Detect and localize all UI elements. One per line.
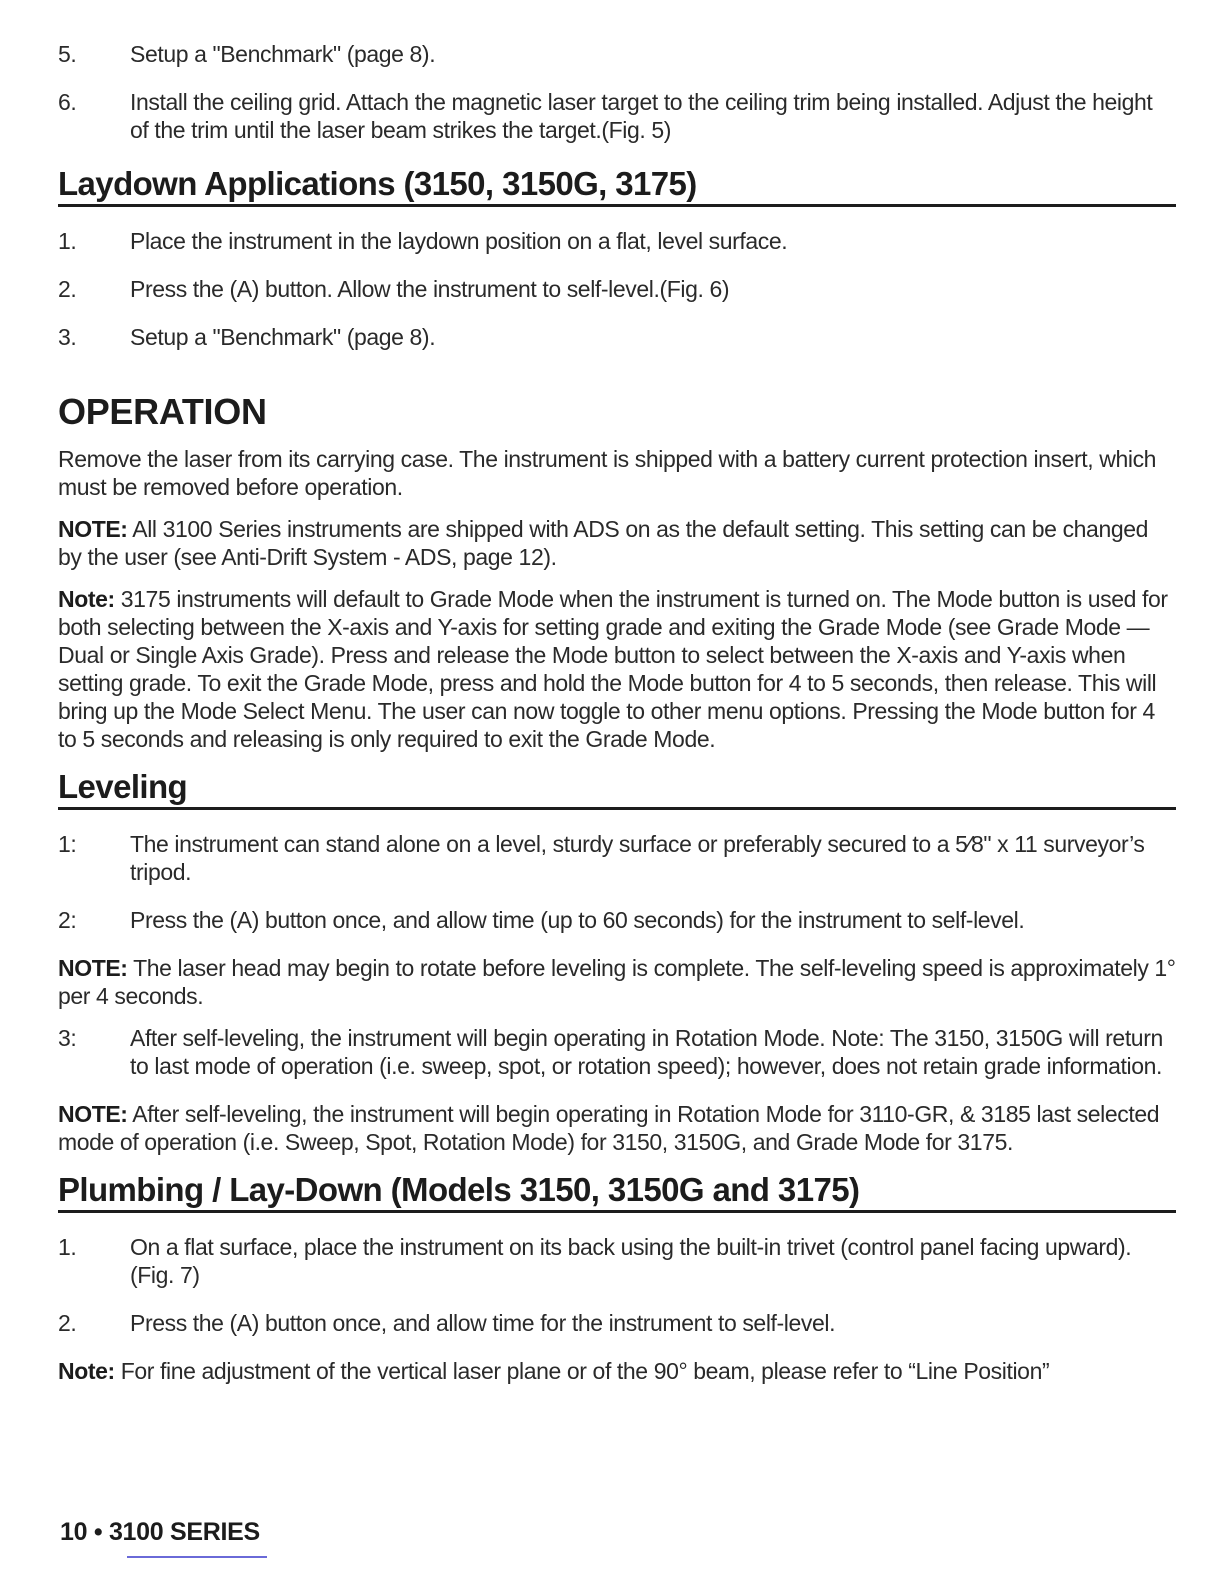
step-text: Press the (A) button once, and allow time for the instrument to self-level. — [130, 1310, 836, 1336]
list-item — [58, 1309, 1176, 1337]
step-number: 3: — [58, 1025, 77, 1051]
step-text: Setup a "Benchmark" (page 8). — [130, 324, 436, 350]
section-heading-leveling: Leveling — [58, 767, 1176, 810]
step-text: After self-leveling, the instrument will begin operating in Rotation Mode. Note: The 3150, 3150G will return to last mode of operation (i.e. sweep, spot, or rotation speed); however, does not retain grade information. — [130, 1025, 1163, 1079]
step-text: Place the instrument in the laydown position on a flat, level surface. — [130, 228, 788, 254]
step-text: Press the (A) button once, and allow time (up to 60 seconds) for the instrument to self-level. — [130, 907, 1025, 933]
manual-page — [58, 40, 1176, 1399]
note-label: NOTE: — [58, 955, 128, 981]
operation-note-ads — [58, 515, 1176, 571]
leveling-note-speed — [58, 954, 1176, 1010]
list-item — [58, 40, 1176, 68]
step-number: 1. — [58, 228, 77, 254]
section-heading-laydown: Laydown Applications (3150, 3150G, 3175) — [58, 164, 1176, 207]
list-item — [58, 906, 1176, 934]
step-text: Setup a "Benchmark" (page 8). — [130, 41, 436, 67]
operation-note-grade — [58, 585, 1176, 753]
step-number: 6. — [58, 89, 77, 115]
list-item — [58, 323, 1176, 351]
section-heading-plumbing: Plumbing / Lay-Down (Models 3150, 3150G and 3175) — [58, 1170, 1176, 1213]
step-number: 1. — [58, 1234, 77, 1260]
page-footer: 10 • 3100 SERIES — [60, 1518, 260, 1546]
operation-intro: Remove the laser from its carrying case. The instrument is shipped with a battery current protection insert, which must be removed before operation. — [58, 446, 1157, 500]
note-text: 3175 instruments will default to Grade Mode when the instrument is turned on. The Mode button is used for both selecting between the X-axis and Y-axis for setting grade and exiting the Grade Mode (see Grade Mode — Dual or Single Axis Grade). Press and release the Mode button to select between the X-axis and Y-axis when setting grade. To exit the Grade Mode, press and hold the Mode button for 4 to 5 seconds, then release. This will bring up the Mode Select Menu. The user can now toggle to other menu options. Pressing the Mode button for 4 to 5 seconds and releasing is only required to exit the Grade Mode. — [58, 586, 1168, 752]
step-text: Press the (A) button. Allow the instrument to self-level.(Fig. 6) — [130, 276, 730, 302]
section-heading-operation: OPERATION — [58, 391, 267, 432]
step-text: On a flat surface, place the instrument on its back using the built-in trivet (control panel facing upward). (Fig. 7) — [130, 1234, 1132, 1288]
list-item — [58, 1024, 1176, 1080]
list-item — [58, 227, 1176, 255]
step-text: Install the ceiling grid. Attach the magnetic laser target to the ceiling trim being installed. Adjust the height of the trim until the laser beam strikes the target.(Fig. 5) — [130, 89, 1153, 143]
footer-divider — [127, 1556, 267, 1558]
step-number: 2. — [58, 276, 77, 302]
list-item — [58, 88, 1176, 144]
list-item — [58, 830, 1176, 886]
step-number: 2. — [58, 1310, 77, 1336]
plumbing-note — [58, 1357, 1176, 1385]
note-label: Note: — [58, 586, 115, 612]
note-label: NOTE: — [58, 516, 128, 542]
step-number: 2: — [58, 907, 77, 933]
leveling-note-mode — [58, 1100, 1176, 1156]
step-number: 1: — [58, 831, 77, 857]
note-text: After self-leveling, the instrument will begin operating in Rotation Mode for 3110-GR, & 3185 last selected mode of operation (i.e. Sweep, Spot, Rotation Mode) for 3150, 3150G, and Grade Mode for 3175. — [58, 1101, 1160, 1155]
note-text: For fine adjustment of the vertical laser plane or of the 90° beam, please refer to “Line Position” — [114, 1358, 1050, 1384]
step-number: 5. — [58, 41, 77, 67]
note-label: Note: — [58, 1358, 115, 1384]
step-number: 3. — [58, 324, 77, 350]
step-text: The instrument can stand alone on a level, sturdy surface or preferably secured to a 5⁄8" x 11 surveyor’s tripod. — [130, 831, 1145, 885]
list-item — [58, 275, 1176, 303]
note-text: The laser head may begin to rotate before leveling is complete. The self-leveling speed is approximately 1° per 4 seconds. — [58, 955, 1176, 1009]
note-text: All 3100 Series instruments are shipped with ADS on as the default setting. This setting can be changed by the user (see Anti-Drift System - ADS, page 12). — [58, 516, 1149, 570]
note-label: NOTE: — [58, 1101, 128, 1127]
list-item — [58, 1233, 1176, 1289]
